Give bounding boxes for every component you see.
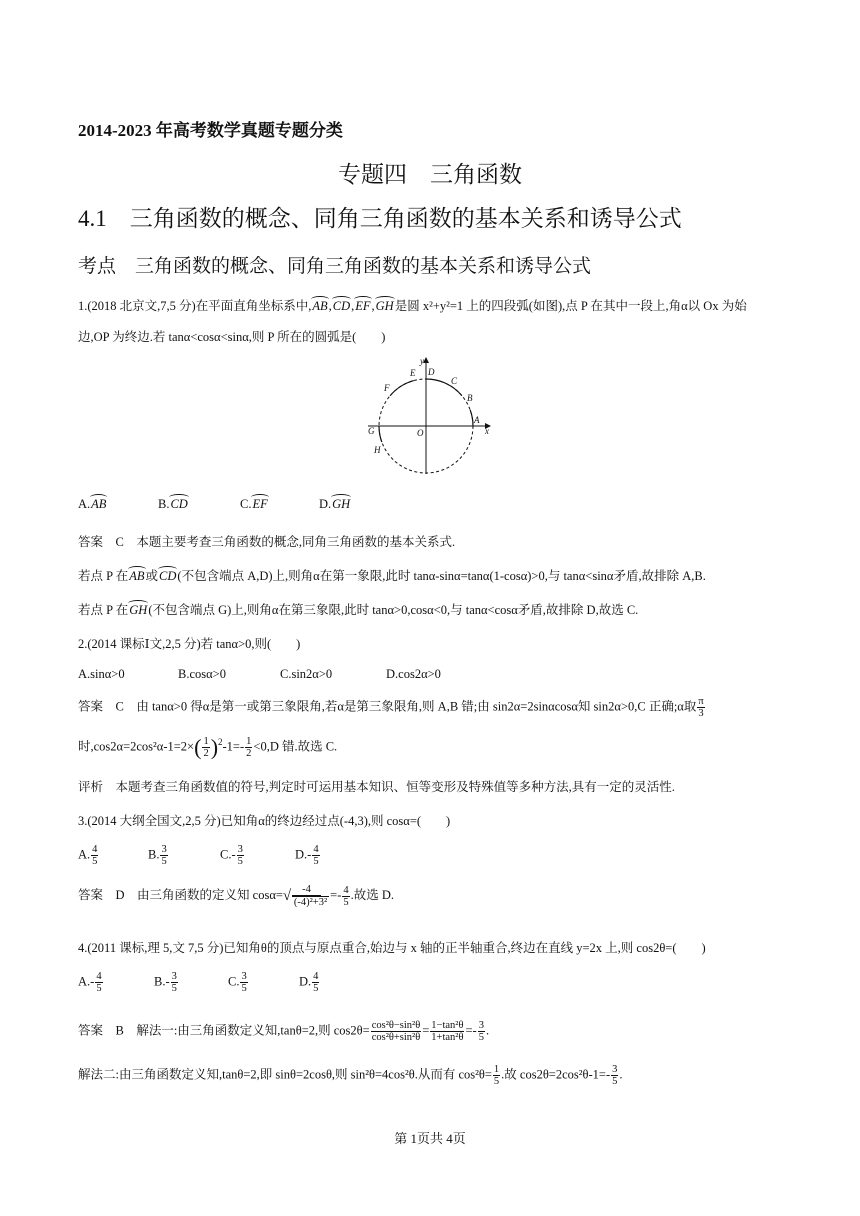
arc-ab <box>470 410 473 426</box>
label-e: E <box>410 368 416 378</box>
page-footer: 第 1页共 4页 <box>394 1131 466 1146</box>
q1-option-a: A.AB <box>78 497 107 511</box>
q3-answer: 答案 D 由三角函数的定义知 cosα= -4 √ (-4)²+3² =- $\frac{4}{5}$ .故选 D. <box>78 884 394 908</box>
q4-option-b: B.- $\frac{3}{5}$ <box>154 971 177 994</box>
arc-gh <box>379 426 382 442</box>
label-d: D <box>428 367 435 377</box>
q2-comment: 评析 本题考查三角函数值的符号,判定时可运用基本知识、恒等变形及特殊值等多种方法,具有一定的灵活性. <box>78 780 675 794</box>
label-g: G <box>368 426 375 436</box>
chapter-title: 专题四 三角函数 <box>338 162 522 187</box>
q4-stem: 4.(2011 课标,理 5,文 7,5 分)已知角θ的顶点与原点重合,始边与 x 轴的正半轴重合,终边在直线 y=2x 上,则 cos2θ=( ) <box>78 941 706 955</box>
q1-answer-line1: 答案 C 本题主要考查三角函数的概念,同角三角函数的基本关系式. <box>78 535 456 549</box>
q2-answer-line2: 时,cos2α=2cos²α-1=2×( $\frac{1}{2}$ )$^2$-1=- $\frac{1}{2}$ <0,D 错.故选 C. <box>78 734 338 760</box>
label-o: O <box>417 428 424 438</box>
document-title: 2014-2023 年高考数学真题专题分类 <box>78 121 343 140</box>
q1-option-d: D.GH <box>319 497 351 511</box>
q3-option-c: C.- $\frac{3}{5}$ <box>220 844 243 867</box>
label-x: x <box>485 426 489 436</box>
label-y: y <box>420 356 424 366</box>
q4-option-a: A.- $\frac{4}{5}$ <box>78 971 102 994</box>
q3-option-a: A. $\frac{4}{5}$ <box>78 844 98 867</box>
kaodian-title: 考点 三角函数的概念、同角三角函数的基本关系和诱导公式 <box>78 256 592 277</box>
q4-option-d: D. $\frac{4}{5}$ <box>299 971 319 994</box>
q1-stem-line1: 1.(2018 北京文,7,5 分)在平面直角坐标系中,AB,CD,EF,GH是圆 x²+y²=1 上的四段弧(如图),点 P 在其中一段上,角α以 Ox 为始 <box>78 299 747 313</box>
label-h: H <box>374 445 381 455</box>
q4-option-c: C. $\frac{3}{5}$ <box>228 971 247 994</box>
q2-stem: 2.(2014 课标Ⅰ文,2,5 分)若 tanα>0,则( ) <box>78 637 301 651</box>
q3-option-b: B. $\frac{3}{5}$ <box>148 844 167 867</box>
q3-stem: 3.(2014 大纲全国文,2,5 分)已知角α的终边经过点(-4,3),则 cosα=( ) <box>78 814 451 828</box>
q1-option-c: C.EF <box>240 497 268 511</box>
q3-option-d: D.- $\frac{4}{5}$ <box>295 844 319 867</box>
unit-circle-figure <box>360 356 496 478</box>
label-b: B <box>467 393 473 403</box>
label-c: C <box>451 376 458 386</box>
label-a: A <box>474 415 480 425</box>
q2-option-b: B.cosα>0 <box>178 667 226 681</box>
q1-answer-line2: 若点 P 在AB或CD(不包含端点 A,D)上,则角α在第一象限,此时 tanα-sinα=tanα(1-cosα)>0,与 tanα<sinα矛盾,故排除 A,B. <box>78 569 706 583</box>
q1-answer-line3: 若点 P 在GH(不包含端点 G)上,则角α在第三象限,此时 tanα>0,cosα<0,与 tanα<cosα矛盾,故排除 D,故选 C. <box>78 603 639 617</box>
q2-option-a: A.sinα>0 <box>78 667 125 681</box>
q2-option-c: C.sin2α>0 <box>280 667 333 681</box>
q4-answer-line1: 答案 B 解法一:由三角函数定义知,tanθ=2,则 cos2θ= $\frac{\text{cos²θ−sin²θ}}{\text{cos²θ+sin²θ}}$ = $\frac{\text{1−tan²θ}}{\text{1+tan²θ}}$ =- $\frac{3}{5}$ . <box>78 1020 490 1043</box>
section-title: 4.1 三角函数的概念、同角三角函数的基本关系和诱导公式 <box>78 206 682 231</box>
q1-stem-line2: 边,OP 为终边.若 tanα<cosα<sinα,则 P 所在的圆弧是( ) <box>78 330 386 344</box>
q2-answer-line1: 答案 C 由 tanα>0 得α是第一或第三象限角,若α是第三象限角,则 A,B 错;由 sin2α=2sinαcosα知 sin2α>0,C 正确;α取 $\frac{\pi}{3}$ <box>78 696 704 719</box>
q2-option-d: D.cos2α>0 <box>386 667 441 681</box>
label-f: F <box>384 383 390 393</box>
q4-answer-line2: 解法二:由三角函数定义知,tanθ=2,即 sinθ=2cosθ,则 sin²θ=4cos²θ.从而有 cos²θ= $\frac{1}{5}$ .故 cos2θ=2cos²θ-1=- $\frac{3}{5}$ . <box>78 1064 623 1087</box>
q1-option-b: B.CD <box>158 497 188 511</box>
arc-ef <box>390 381 414 396</box>
